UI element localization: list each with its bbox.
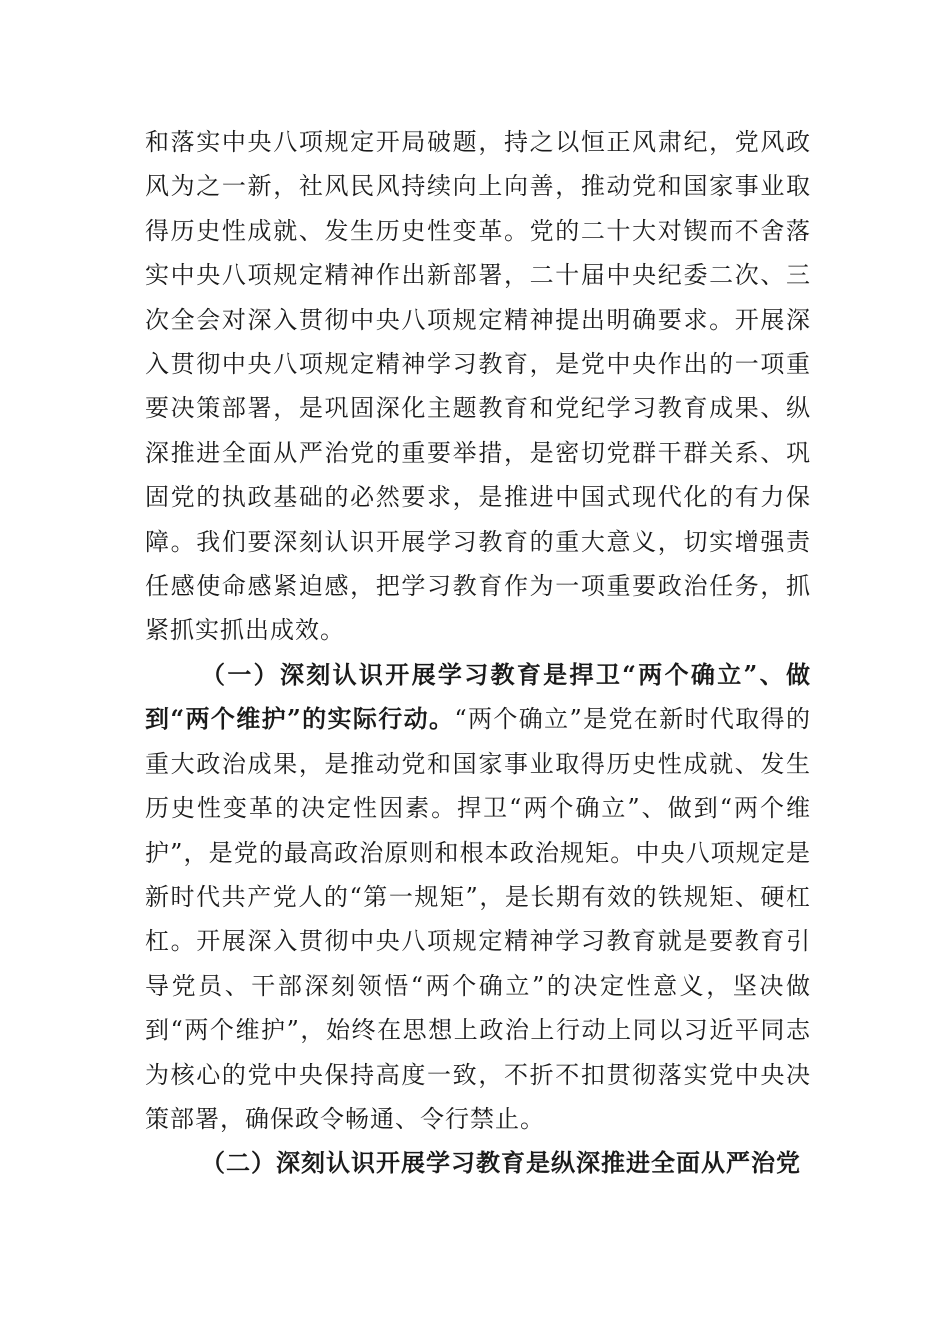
paragraph-body: 和落实中央八项规定开局破题，持之以恒正风肃纪，党风政风为之一新，社风民风持续向上向善，推动党和国家事业取得历史性成就、发生历史性变革。党的二十大对锲而不舍落实中央八项规定精神作出新部署，二十届中央纪委二次、三次全会对深入贯彻中央八项规定精神提出明确要求。开展深入贯彻中央八项规定精神学习教育，是党中央作出的一项重要决策部署，是巩固深化主题教育和党纪学习教育成果、纵深推进全面从严治党的重要举措，是密切党群干群关系、巩固党的执政基础的必然要求，是推进中国式现代化的有力保障。我们要深刻认识开展学习教育的重大意义，切实增强责任感使命感紧迫感，把学习教育作为一项重要政治任务，抓紧抓实抓出成效。 [145, 128, 811, 645]
paragraph-section-2 [145, 1141, 811, 1185]
section-heading: （一）深刻认识开展学习教育是捍卫“两个确立”、做到“两个维护”的实际行动。 [145, 659, 811, 734]
paragraph-continuation [145, 120, 811, 653]
document-page [145, 120, 811, 1186]
paragraph-body: “两个确立”是党在新时代取得的重大政治成果，是推动党和国家事业取得历史性成就、发生历史性变革的决定性因素。捍卫“两个确立”、做到“两个维护”，是党的最高政治原则和根本政治规矩。中央八项规定是新时代共产党人的“第一规矩”，是长期有效的铁规矩、硬杠杠。开展深入贯彻中央八项规定精神学习教育就是要教育引导党员、干部深刻领悟“两个确立”的决定性意义，坚决做到“两个维护”，始终在思想上政治上行动上同以习近平同志为核心的党中央保持高度一致，不折不扣贯彻落实党中央决策部署，确保政令畅通、令行禁止。 [145, 705, 812, 1133]
section-heading: （二）深刻认识开展学习教育是纵深推进全面从严治党 [201, 1148, 801, 1178]
paragraph-section-1 [145, 653, 811, 1141]
